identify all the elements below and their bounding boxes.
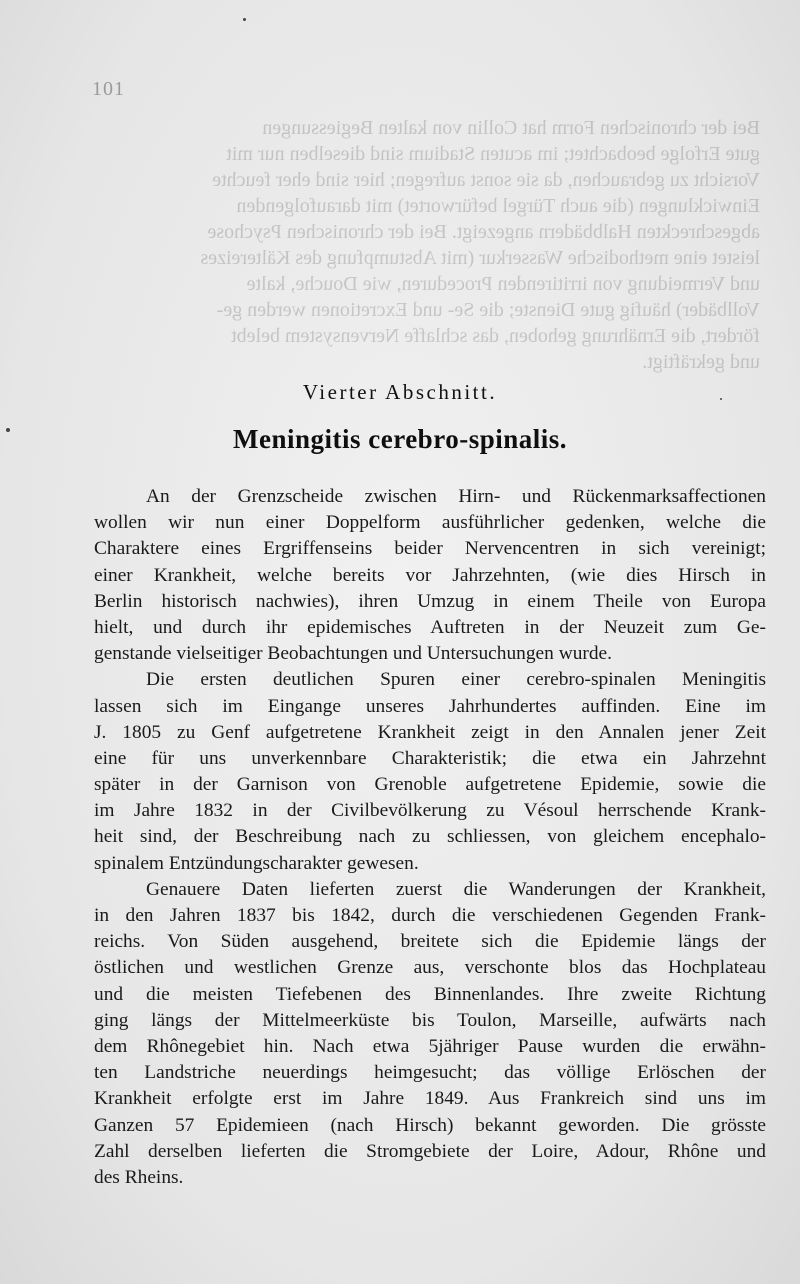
- text-line: Die ersten deutlichen Spuren einer cerebro-spinalen Meningitis: [146, 669, 766, 691]
- text-line: dem Rhônegebiet hin. Nach etwa 5jähriger Pause wurden die erwähn-: [94, 1035, 766, 1057]
- text-line: eine für uns unverkennbare Charakteristik; die etwa ein Jahrzehnt: [94, 747, 766, 769]
- text-line: in den Jahren 1837 bis 1842, durch die verschiedenen Gegenden Frank-: [94, 905, 766, 926]
- bleed-line: und gekräftigt.: [642, 351, 760, 373]
- text-line: An der Grenzscheide zwischen Hirn- und Rückenmarksaffectionen: [146, 486, 766, 507]
- text-line: wollen wir nun einer Doppelform ausführlicher gedenken, welche die: [94, 512, 766, 534]
- bleed-line: leistet eine methodische Wasserkur (mit Abstumpfung des Kältereizes: [200, 247, 760, 269]
- bleed-line: Vorsicht zu gebrauchen, da sie sonst aufregen; hier sind eher feuchte: [212, 169, 760, 191]
- section-label: Vierter Abschnitt.: [302, 380, 498, 404]
- text-line: Charaktere eines Ergriffenseins beider Nervencentren in sich vereinigt;: [94, 538, 766, 560]
- text-line: Genauere Daten lieferten zuerst die Wanderungen der Krankheit,: [146, 878, 766, 900]
- text-line: Ganzen 57 Epidemieen (nach Hirsch) bekannt geworden. Die grösste: [94, 1114, 766, 1136]
- text-line: spinalem Entzündungscharakter gewesen.: [94, 852, 419, 874]
- text-line: Zahl derselben lieferten die Stromgebiete der Loire, Adour, Rhône und: [94, 1140, 766, 1162]
- text-line: lassen sich im Eingange unseres Jahrhundertes auffinden. Eine im: [94, 695, 766, 717]
- text-line: reichs. Von Süden ausgehend, breitete sich die Epidemie längs der: [94, 931, 766, 953]
- ink-speck: [243, 18, 246, 21]
- ink-speck: [6, 428, 10, 432]
- page-number: 101: [92, 78, 125, 100]
- body-text: [94, 484, 766, 1191]
- text-line: später in der Garnison von Grenoble aufgetretene Epidemie, sowie die: [94, 774, 766, 796]
- text-line: und die meisten Tiefebenen des Binnenlandes. Ihre zweite Richtung: [94, 983, 766, 1005]
- bleed-line: Einwicklungen (die auch Türgel befürwortet) mit daraufolgenden: [236, 195, 760, 217]
- bleed-line: und Vermeidung von irritirenden Proceduren, wie Douche, kalte: [246, 273, 760, 295]
- text-line: östlichen und westlichen Grenze aus, verschonte blos das Hochplateau: [94, 957, 766, 979]
- text-line: heit sind, der Beschreibung nach zu schliessen, von gleichem encephalo-: [94, 826, 766, 848]
- bleed-line: Vollbäder) häufig gute Dienste; die Se- und Excretionen werden ge-: [216, 299, 760, 321]
- bleed-line: Bei der chronischen Form hat Collin von kalten Begiessungen: [262, 117, 760, 139]
- text-line: ten Landstriche neuerdings heimgesucht; das völlige Erlöschen der: [94, 1062, 766, 1084]
- chapter-title: Meningitis cerebro-spinalis.: [232, 424, 567, 454]
- bleed-through-text: [60, 115, 760, 375]
- text-line: genstande vielseitiger Beobachtungen und Untersuchungen wurde.: [94, 643, 613, 665]
- text-line: J. 1805 zu Genf aufgetretene Krankheit zeigt in den Annalen jener Zeit: [94, 721, 766, 743]
- bleed-line: abgeschreckten Halbbädern angezeigt. Bei der chronischen Psychose: [207, 221, 760, 243]
- text-line: hielt, und durch ihr epidemisches Auftreten in der Neuzeit zum Ge-: [94, 616, 766, 638]
- text-line: im Jahre 1832 in der Civilbevölkerung zu Vésoul herrschende Krank-: [94, 800, 766, 822]
- text-line: Berlin historisch nachwies), ihren Umzug in einem Theile von Europa: [94, 590, 766, 612]
- text-line: einer Krankheit, welche bereits vor Jahrzehnten, (wie dies Hirsch in: [94, 564, 766, 586]
- text-line: ging längs der Mittelmeerküste bis Toulon, Marseille, aufwärts nach: [94, 1009, 766, 1031]
- ink-speck: [720, 398, 722, 400]
- text-line: des Rheins.: [94, 1166, 184, 1188]
- bleed-line: fördert, die Ernährung gehoben, das schlaffe Nervensystem belebt: [231, 325, 760, 347]
- text-line: Krankheit erfolgte erst im Jahre 1849. Aus Frankreich sind uns im: [94, 1088, 766, 1110]
- bleed-line: gute Erfolge beobachtet; im acuten Stadium sind dieselben nur mit: [226, 143, 760, 165]
